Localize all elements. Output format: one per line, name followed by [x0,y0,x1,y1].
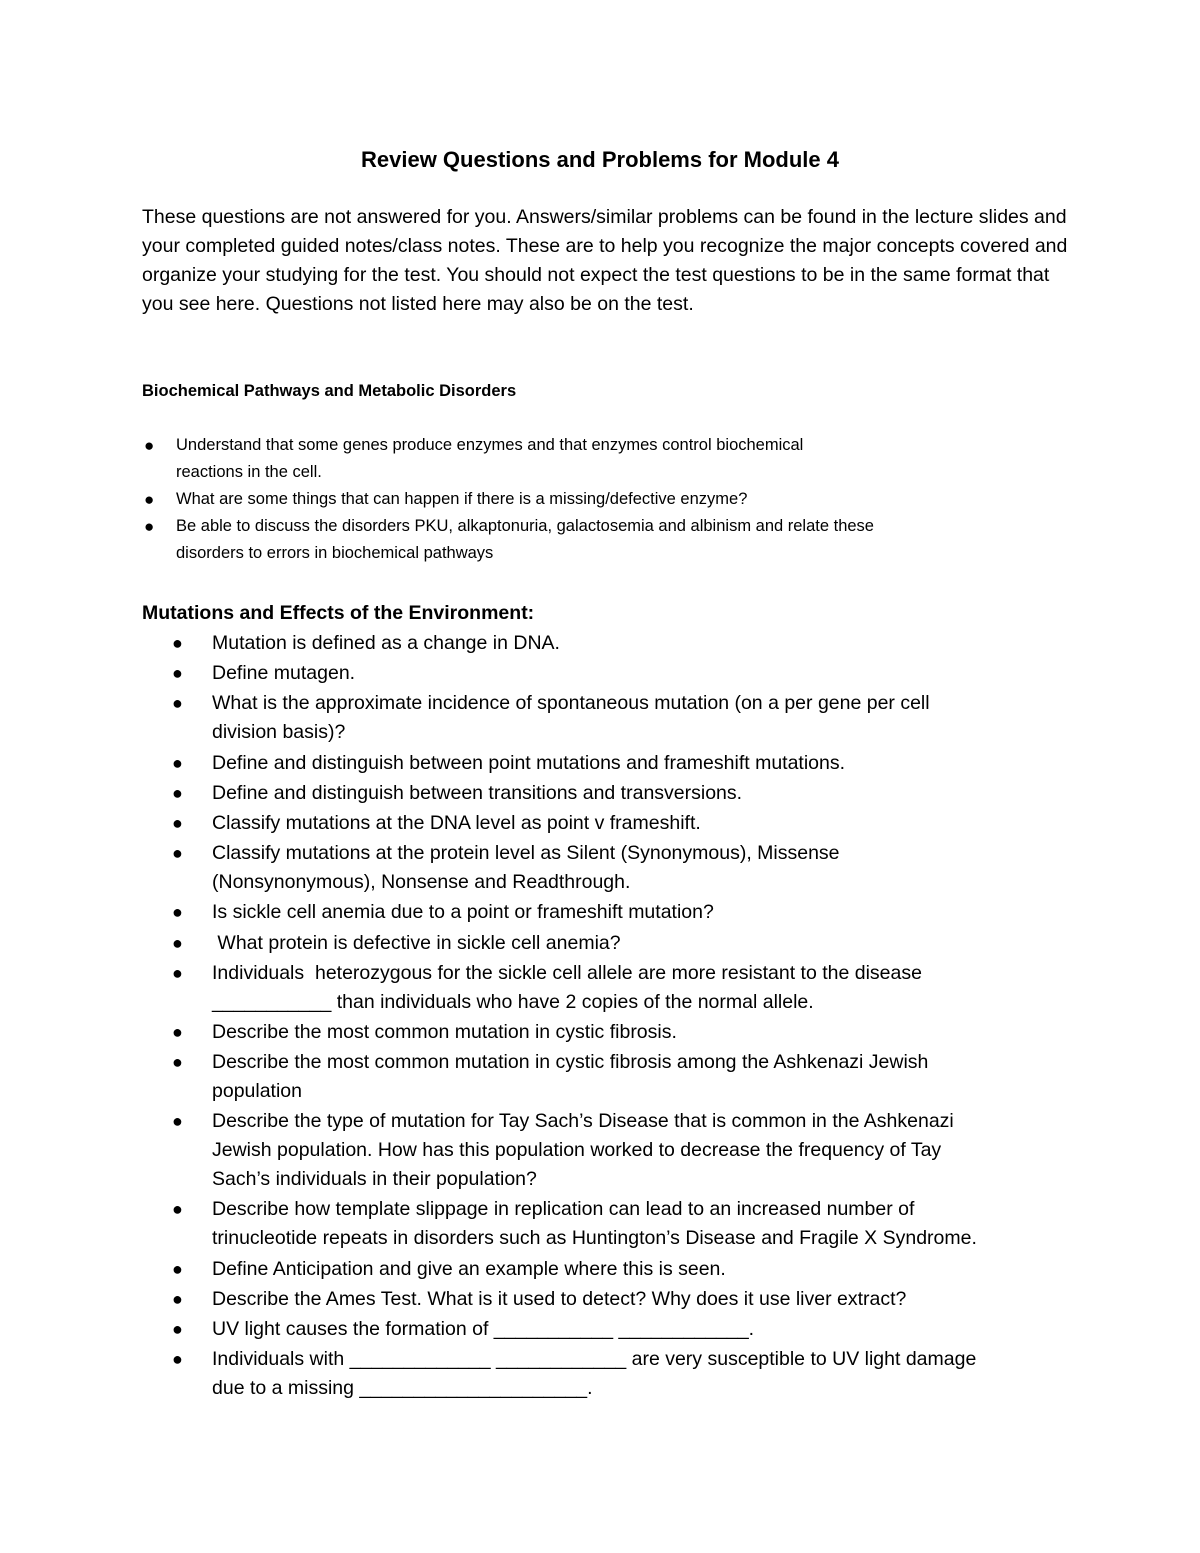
list-item-text: What is the approximate incidence of spontaneous mutation (on a per gene per cell division basis)? [212,692,930,744]
intro-paragraph: These questions are not answered for you. Answers/similar problems can be found in the lecture slides and your completed guided notes/class notes. These are to help you recognize the major concepts covered and organize your studying for the test. You should not expect the test questions to be in the same format that you see here. Questions not listed here may also be on the test. [142,206,1068,315]
list-item [172,898,1072,927]
bullet-icon: ● [172,1021,183,1042]
list-item [172,689,1072,747]
biochemical-question-list [142,432,1072,567]
list-item [172,1048,1072,1106]
list-item [172,629,1072,658]
list-item-text: Define and distinguish between transitions and transversions. [212,781,743,804]
bullet-icon: ● [172,902,183,923]
list-item [172,1107,1072,1194]
bullet-icon: ● [172,782,183,803]
bullet-icon: ● [172,1258,183,1279]
bullet-icon: ● [172,843,183,864]
list-item [172,659,1072,688]
list-item-text: Define mutagen. [212,662,356,685]
list-item-text: Describe how template slippage in replication can lead to an increased number of trinucleotide repeats in disorders such as Huntington’s Disease and Fragile X Syndrome. [212,1198,977,1250]
list-item [142,513,1072,567]
list-item [172,1285,1072,1314]
bullet-icon: ● [172,962,183,983]
list-item [172,959,1072,1017]
list-item [172,1315,1072,1344]
list-item-text: Describe the most common mutation in cystic fibrosis among the Ashkenazi Jewish population [212,1051,929,1103]
bullet-icon: ● [172,1111,183,1132]
list-item-text: Describe the Ames Test. What is it used to detect? Why does it use liver extract? [212,1287,907,1310]
bullet-icon: ● [172,1199,183,1220]
bullet-icon: ● [172,932,183,953]
list-item [172,1195,1072,1253]
list-item [142,486,1072,513]
list-item-text: Classify mutations at the protein level as Silent (Synonymous), Missense (Nonsynonymous), Nonsense and Readthrough. [212,842,840,894]
list-item-text: Be able to discuss the disorders PKU, alkaptonuria, galactosemia and albinism and relate these disorders to errors in biochemical pathways [176,517,874,562]
bullet-icon: ● [172,1288,183,1309]
bullet-icon: ● [144,436,155,455]
bullet-icon: ● [172,812,183,833]
bullet-icon: ● [172,1319,183,1339]
list-item [172,839,1072,897]
list-item [172,809,1072,838]
list-item [172,749,1072,778]
list-item-text: Understand that some genes produce enzymes and that enzymes control biochemical reactions in the cell. [176,436,804,481]
bullet-icon: ● [172,752,183,773]
list-item [172,1018,1072,1047]
list-item-text: What protein is defective in sickle cell anemia? [212,931,621,954]
list-item-text: Describe the most common mutation in cystic fibrosis. [212,1020,677,1043]
list-item-text: Is sickle cell anemia due to a point or frameshift mutation? [212,901,714,924]
list-item-text: Individuals heterozygous for the sickle cell allele are more resistant to the disease ___________ than individuals who have 2 copies of the normal allele. [212,961,922,1013]
list-item-text: UV light causes the formation of ___________ ____________. [212,1318,755,1340]
list-item-text: Individuals with _____________ ____________ are very susceptible to UV light damage due to a missing _____________________. [212,1348,977,1400]
list-item [172,779,1072,808]
list-item-text: Describe the type of mutation for Tay Sach’s Disease that is common in the Ashkenazi Jewish population. How has this population worked to decrease the frequency of Tay Sach’s individuals in their population? [212,1110,954,1191]
bullet-icon: ● [172,663,183,684]
bullet-icon: ● [172,693,183,714]
list-item-text: Mutation is defined as a change in DNA. [212,632,560,654]
section-heading-mutations: Mutations and Effects of the Environment: [142,602,535,624]
bullet-icon: ● [144,490,155,509]
list-item [172,929,1072,958]
bullet-icon: ● [144,517,155,536]
bullet-icon: ● [172,1349,183,1370]
list-item-text: Classify mutations at the DNA level as point v frameshift. [212,811,701,834]
section-heading-biochemical: Biochemical Pathways and Metabolic Disorders [142,382,517,400]
page-title: Review Questions and Problems for Module 4 [361,147,839,172]
list-item-text: Define and distinguish between point mutations and frameshift mutations. [212,751,846,774]
list-item [172,1345,1072,1403]
list-item-text: What are some things that can happen if there is a missing/defective enzyme? [176,490,748,508]
bullet-icon: ● [172,1052,183,1073]
list-item [142,432,1072,486]
bullet-icon: ● [172,633,183,653]
list-item [172,1255,1072,1284]
mutation-question-list [172,629,1072,1404]
list-item-text: Define Anticipation and give an example where this is seen. [212,1257,726,1280]
